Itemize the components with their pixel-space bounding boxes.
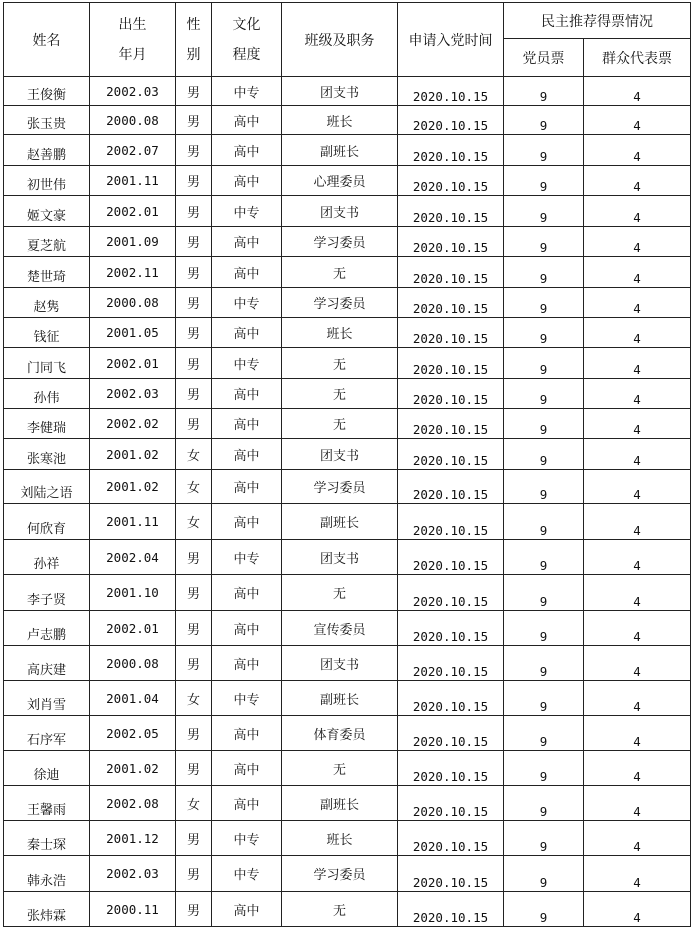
- cell-mass-votes: 4: [584, 348, 691, 379]
- cell-gender: 男: [176, 821, 212, 856]
- cell-gender: 男: [176, 892, 212, 927]
- cell-gender: 男: [176, 77, 212, 106]
- cell-mass-votes: 4: [584, 786, 691, 821]
- cell-apply-date: 2020.10.15: [398, 751, 504, 786]
- cell-gender: 男: [176, 135, 212, 166]
- cell-apply-date: 2020.10.15: [398, 257, 504, 288]
- cell-class-role: 团支书: [282, 540, 398, 575]
- cell-class-role: 无: [282, 892, 398, 927]
- cell-name: 徐迪: [4, 751, 90, 786]
- cell-mass-votes: 4: [584, 379, 691, 409]
- cell-education: 高中: [212, 166, 282, 196]
- cell-gender: 男: [176, 379, 212, 409]
- cell-class-role: 无: [282, 348, 398, 379]
- cell-mass-votes: 4: [584, 227, 691, 257]
- cell-education: 高中: [212, 379, 282, 409]
- cell-party-votes: 9: [504, 379, 584, 409]
- cell-class-role: 无: [282, 409, 398, 439]
- cell-mass-votes: 4: [584, 257, 691, 288]
- cell-class-role: 学习委员: [282, 856, 398, 892]
- cell-birth: 2001.05: [90, 318, 176, 348]
- cell-apply-date: 2020.10.15: [398, 856, 504, 892]
- cell-apply-date: 2020.10.15: [398, 786, 504, 821]
- table-row: [4, 257, 691, 288]
- header-class-role: 班级及职务: [304, 32, 375, 49]
- cell-birth: 2002.01: [90, 196, 176, 227]
- table-row: [4, 318, 691, 348]
- cell-apply-date: 2020.10.15: [398, 318, 504, 348]
- cell-education: 高中: [212, 575, 282, 611]
- cell-name: 初世伟: [4, 166, 90, 196]
- header-edu-line2: 程度: [232, 46, 261, 63]
- cell-name: 王俊衡: [4, 77, 90, 106]
- cell-party-votes: 9: [504, 856, 584, 892]
- cell-name: 秦士琛: [4, 821, 90, 856]
- cell-mass-votes: 4: [584, 504, 691, 540]
- cell-apply-date: 2020.10.15: [398, 409, 504, 439]
- cell-education: 高中: [212, 751, 282, 786]
- cell-party-votes: 9: [504, 504, 584, 540]
- cell-birth: 2001.09: [90, 227, 176, 257]
- cell-birth: 2000.11: [90, 892, 176, 927]
- cell-birth: 2001.11: [90, 166, 176, 196]
- cell-name: 石序军: [4, 716, 90, 751]
- cell-gender: 男: [176, 856, 212, 892]
- cell-gender: 女: [176, 786, 212, 821]
- col-party-votes-header: [504, 39, 584, 77]
- table-row: [4, 681, 691, 716]
- cell-birth: 2000.08: [90, 288, 176, 318]
- header-votes-group: 民主推荐得票情况: [541, 13, 653, 30]
- cell-birth: 2001.10: [90, 575, 176, 611]
- cell-class-role: 团支书: [282, 439, 398, 470]
- table-row: [4, 821, 691, 856]
- table-row: [4, 439, 691, 470]
- table-row: [4, 751, 691, 786]
- cell-education: 高中: [212, 892, 282, 927]
- cell-gender: 男: [176, 348, 212, 379]
- cell-class-role: 学习委员: [282, 227, 398, 257]
- cell-education: 中专: [212, 540, 282, 575]
- recommendation-table: [3, 2, 691, 927]
- cell-education: 高中: [212, 504, 282, 540]
- cell-party-votes: 9: [504, 318, 584, 348]
- cell-name: 李健瑞: [4, 409, 90, 439]
- cell-gender: 男: [176, 288, 212, 318]
- cell-birth: 2002.03: [90, 856, 176, 892]
- cell-name: 张炜霖: [4, 892, 90, 927]
- cell-gender: 女: [176, 681, 212, 716]
- cell-party-votes: 9: [504, 540, 584, 575]
- cell-apply-date: 2020.10.15: [398, 575, 504, 611]
- table-row: [4, 892, 691, 927]
- cell-birth: 2001.04: [90, 681, 176, 716]
- cell-apply-date: 2020.10.15: [398, 611, 504, 646]
- col-role-header: [282, 3, 398, 77]
- cell-class-role: 团支书: [282, 196, 398, 227]
- table-row: [4, 379, 691, 409]
- cell-class-role: 体育委员: [282, 716, 398, 751]
- cell-mass-votes: 4: [584, 540, 691, 575]
- cell-birth: 2002.04: [90, 540, 176, 575]
- col-birth-header: [90, 3, 176, 77]
- cell-class-role: 副班长: [282, 504, 398, 540]
- cell-birth: 2001.11: [90, 504, 176, 540]
- cell-class-role: 副班长: [282, 135, 398, 166]
- cell-class-role: 学习委员: [282, 470, 398, 504]
- cell-education: 高中: [212, 611, 282, 646]
- header-gender-line2: 别: [186, 46, 201, 63]
- cell-class-role: 班长: [282, 318, 398, 348]
- cell-gender: 男: [176, 611, 212, 646]
- cell-apply-date: 2020.10.15: [398, 504, 504, 540]
- cell-birth: 2002.03: [90, 379, 176, 409]
- cell-name: 卢志鹏: [4, 611, 90, 646]
- table-body: [4, 77, 691, 927]
- cell-apply-date: 2020.10.15: [398, 166, 504, 196]
- cell-name: 韩永浩: [4, 856, 90, 892]
- cell-apply-date: 2020.10.15: [398, 135, 504, 166]
- cell-party-votes: 9: [504, 409, 584, 439]
- cell-name: 钱征: [4, 318, 90, 348]
- cell-class-role: 心理委员: [282, 166, 398, 196]
- cell-name: 刘陆之语: [4, 470, 90, 504]
- table-row: [4, 227, 691, 257]
- cell-apply-date: 2020.10.15: [398, 348, 504, 379]
- cell-gender: 男: [176, 716, 212, 751]
- cell-education: 高中: [212, 318, 282, 348]
- cell-mass-votes: 4: [584, 892, 691, 927]
- cell-birth: 2001.02: [90, 439, 176, 470]
- cell-birth: 2001.12: [90, 821, 176, 856]
- col-name-header: [4, 3, 90, 77]
- cell-mass-votes: 4: [584, 318, 691, 348]
- cell-party-votes: 9: [504, 135, 584, 166]
- cell-apply-date: 2020.10.15: [398, 821, 504, 856]
- cell-mass-votes: 4: [584, 166, 691, 196]
- cell-apply-date: 2020.10.15: [398, 106, 504, 135]
- cell-name: 孙伟: [4, 379, 90, 409]
- cell-party-votes: 9: [504, 821, 584, 856]
- cell-mass-votes: 4: [584, 439, 691, 470]
- cell-apply-date: 2020.10.15: [398, 227, 504, 257]
- cell-birth: 2002.07: [90, 135, 176, 166]
- cell-birth: 2001.02: [90, 751, 176, 786]
- cell-class-role: 团支书: [282, 77, 398, 106]
- cell-gender: 男: [176, 646, 212, 681]
- cell-education: 中专: [212, 821, 282, 856]
- cell-mass-votes: 4: [584, 646, 691, 681]
- cell-apply-date: 2020.10.15: [398, 439, 504, 470]
- cell-party-votes: 9: [504, 892, 584, 927]
- cell-party-votes: 9: [504, 681, 584, 716]
- header-apply-time: 申请入党时间: [408, 32, 493, 49]
- cell-education: 中专: [212, 348, 282, 379]
- header-mass-votes: 群众代表票: [602, 50, 672, 67]
- table-header: [4, 3, 691, 77]
- cell-gender: 男: [176, 409, 212, 439]
- table-row: [4, 288, 691, 318]
- cell-mass-votes: 4: [584, 470, 691, 504]
- table-row: [4, 786, 691, 821]
- cell-name: 王馨雨: [4, 786, 90, 821]
- col-edu-header: [212, 3, 282, 77]
- cell-mass-votes: 4: [584, 135, 691, 166]
- cell-apply-date: 2020.10.15: [398, 77, 504, 106]
- table-row: [4, 504, 691, 540]
- cell-mass-votes: 4: [584, 575, 691, 611]
- cell-name: 李子贤: [4, 575, 90, 611]
- cell-education: 高中: [212, 716, 282, 751]
- cell-name: 楚世琦: [4, 257, 90, 288]
- cell-mass-votes: 4: [584, 288, 691, 318]
- cell-mass-votes: 4: [584, 681, 691, 716]
- header-gender-line1: 性: [186, 16, 201, 33]
- col-gender-header: [176, 3, 212, 77]
- cell-class-role: 副班长: [282, 786, 398, 821]
- cell-mass-votes: 4: [584, 106, 691, 135]
- cell-education: 高中: [212, 135, 282, 166]
- cell-gender: 女: [176, 504, 212, 540]
- cell-party-votes: 9: [504, 575, 584, 611]
- cell-name: 何欣育: [4, 504, 90, 540]
- cell-mass-votes: 4: [584, 856, 691, 892]
- cell-education: 中专: [212, 288, 282, 318]
- cell-education: 高中: [212, 409, 282, 439]
- cell-education: 高中: [212, 470, 282, 504]
- cell-party-votes: 9: [504, 439, 584, 470]
- cell-party-votes: 9: [504, 227, 584, 257]
- cell-party-votes: 9: [504, 166, 584, 196]
- cell-class-role: 学习委员: [282, 288, 398, 318]
- cell-mass-votes: 4: [584, 409, 691, 439]
- cell-apply-date: 2020.10.15: [398, 892, 504, 927]
- cell-party-votes: 9: [504, 288, 584, 318]
- cell-birth: 2002.02: [90, 409, 176, 439]
- cell-name: 孙祥: [4, 540, 90, 575]
- cell-birth: 2000.08: [90, 106, 176, 135]
- cell-apply-date: 2020.10.15: [398, 716, 504, 751]
- cell-name: 姬文豪: [4, 196, 90, 227]
- cell-name: 高庆建: [4, 646, 90, 681]
- cell-education: 高中: [212, 646, 282, 681]
- table-row: [4, 470, 691, 504]
- cell-mass-votes: 4: [584, 716, 691, 751]
- col-votes-group-header: [504, 3, 691, 39]
- cell-mass-votes: 4: [584, 611, 691, 646]
- table-row: [4, 611, 691, 646]
- cell-party-votes: 9: [504, 348, 584, 379]
- cell-mass-votes: 4: [584, 821, 691, 856]
- cell-class-role: 班长: [282, 821, 398, 856]
- header-birth-line2: 年月: [118, 46, 147, 63]
- col-mass-votes-header: [584, 39, 691, 77]
- cell-birth: 2002.01: [90, 348, 176, 379]
- table-row: [4, 646, 691, 681]
- cell-name: 张寒池: [4, 439, 90, 470]
- table-row: [4, 348, 691, 379]
- cell-education: 中专: [212, 681, 282, 716]
- table-row: [4, 166, 691, 196]
- table-row: [4, 716, 691, 751]
- cell-class-role: 班长: [282, 106, 398, 135]
- cell-class-role: 宣传委员: [282, 611, 398, 646]
- cell-gender: 女: [176, 470, 212, 504]
- cell-class-role: 无: [282, 751, 398, 786]
- cell-education: 中专: [212, 856, 282, 892]
- cell-party-votes: 9: [504, 257, 584, 288]
- table-row: [4, 106, 691, 135]
- cell-apply-date: 2020.10.15: [398, 646, 504, 681]
- cell-mass-votes: 4: [584, 77, 691, 106]
- cell-mass-votes: 4: [584, 751, 691, 786]
- cell-gender: 男: [176, 318, 212, 348]
- cell-apply-date: 2020.10.15: [398, 681, 504, 716]
- header-name: 姓名: [32, 32, 61, 49]
- cell-name: 夏芝航: [4, 227, 90, 257]
- cell-gender: 男: [176, 540, 212, 575]
- cell-education: 中专: [212, 196, 282, 227]
- cell-name: 赵隽: [4, 288, 90, 318]
- cell-name: 刘肖雪: [4, 681, 90, 716]
- cell-apply-date: 2020.10.15: [398, 540, 504, 575]
- cell-name: 张玉贵: [4, 106, 90, 135]
- cell-education: 中专: [212, 77, 282, 106]
- cell-class-role: 无: [282, 257, 398, 288]
- cell-party-votes: 9: [504, 716, 584, 751]
- table-row: [4, 540, 691, 575]
- cell-apply-date: 2020.10.15: [398, 379, 504, 409]
- header-birth-line1: 出生: [118, 16, 147, 33]
- cell-class-role: 无: [282, 379, 398, 409]
- cell-birth: 2002.08: [90, 786, 176, 821]
- cell-gender: 男: [176, 227, 212, 257]
- cell-education: 高中: [212, 227, 282, 257]
- cell-birth: 2002.11: [90, 257, 176, 288]
- table-row: [4, 409, 691, 439]
- cell-education: 高中: [212, 786, 282, 821]
- cell-education: 高中: [212, 106, 282, 135]
- table-row: [4, 856, 691, 892]
- cell-birth: 2002.03: [90, 77, 176, 106]
- cell-education: 高中: [212, 439, 282, 470]
- cell-name: 门同飞: [4, 348, 90, 379]
- cell-gender: 男: [176, 106, 212, 135]
- cell-party-votes: 9: [504, 470, 584, 504]
- cell-gender: 男: [176, 196, 212, 227]
- col-apply-header: [398, 3, 504, 77]
- cell-gender: 女: [176, 439, 212, 470]
- cell-birth: 2002.01: [90, 611, 176, 646]
- cell-class-role: 副班长: [282, 681, 398, 716]
- cell-apply-date: 2020.10.15: [398, 470, 504, 504]
- table-row: [4, 77, 691, 106]
- cell-birth: 2001.02: [90, 470, 176, 504]
- cell-party-votes: 9: [504, 196, 584, 227]
- header-party-votes: 党员票: [522, 50, 565, 67]
- cell-gender: 男: [176, 751, 212, 786]
- cell-education: 高中: [212, 257, 282, 288]
- cell-class-role: 无: [282, 575, 398, 611]
- table-row: [4, 575, 691, 611]
- cell-apply-date: 2020.10.15: [398, 196, 504, 227]
- cell-party-votes: 9: [504, 786, 584, 821]
- cell-class-role: 团支书: [282, 646, 398, 681]
- cell-party-votes: 9: [504, 106, 584, 135]
- cell-birth: 2002.05: [90, 716, 176, 751]
- cell-gender: 男: [176, 575, 212, 611]
- cell-mass-votes: 4: [584, 196, 691, 227]
- cell-party-votes: 9: [504, 646, 584, 681]
- cell-apply-date: 2020.10.15: [398, 288, 504, 318]
- cell-birth: 2000.08: [90, 646, 176, 681]
- cell-party-votes: 9: [504, 751, 584, 786]
- cell-party-votes: 9: [504, 77, 584, 106]
- cell-gender: 男: [176, 257, 212, 288]
- cell-party-votes: 9: [504, 611, 584, 646]
- table-row: [4, 135, 691, 166]
- header-edu-line1: 文化: [232, 16, 261, 33]
- cell-gender: 男: [176, 166, 212, 196]
- cell-name: 赵善鹏: [4, 135, 90, 166]
- table-row: [4, 196, 691, 227]
